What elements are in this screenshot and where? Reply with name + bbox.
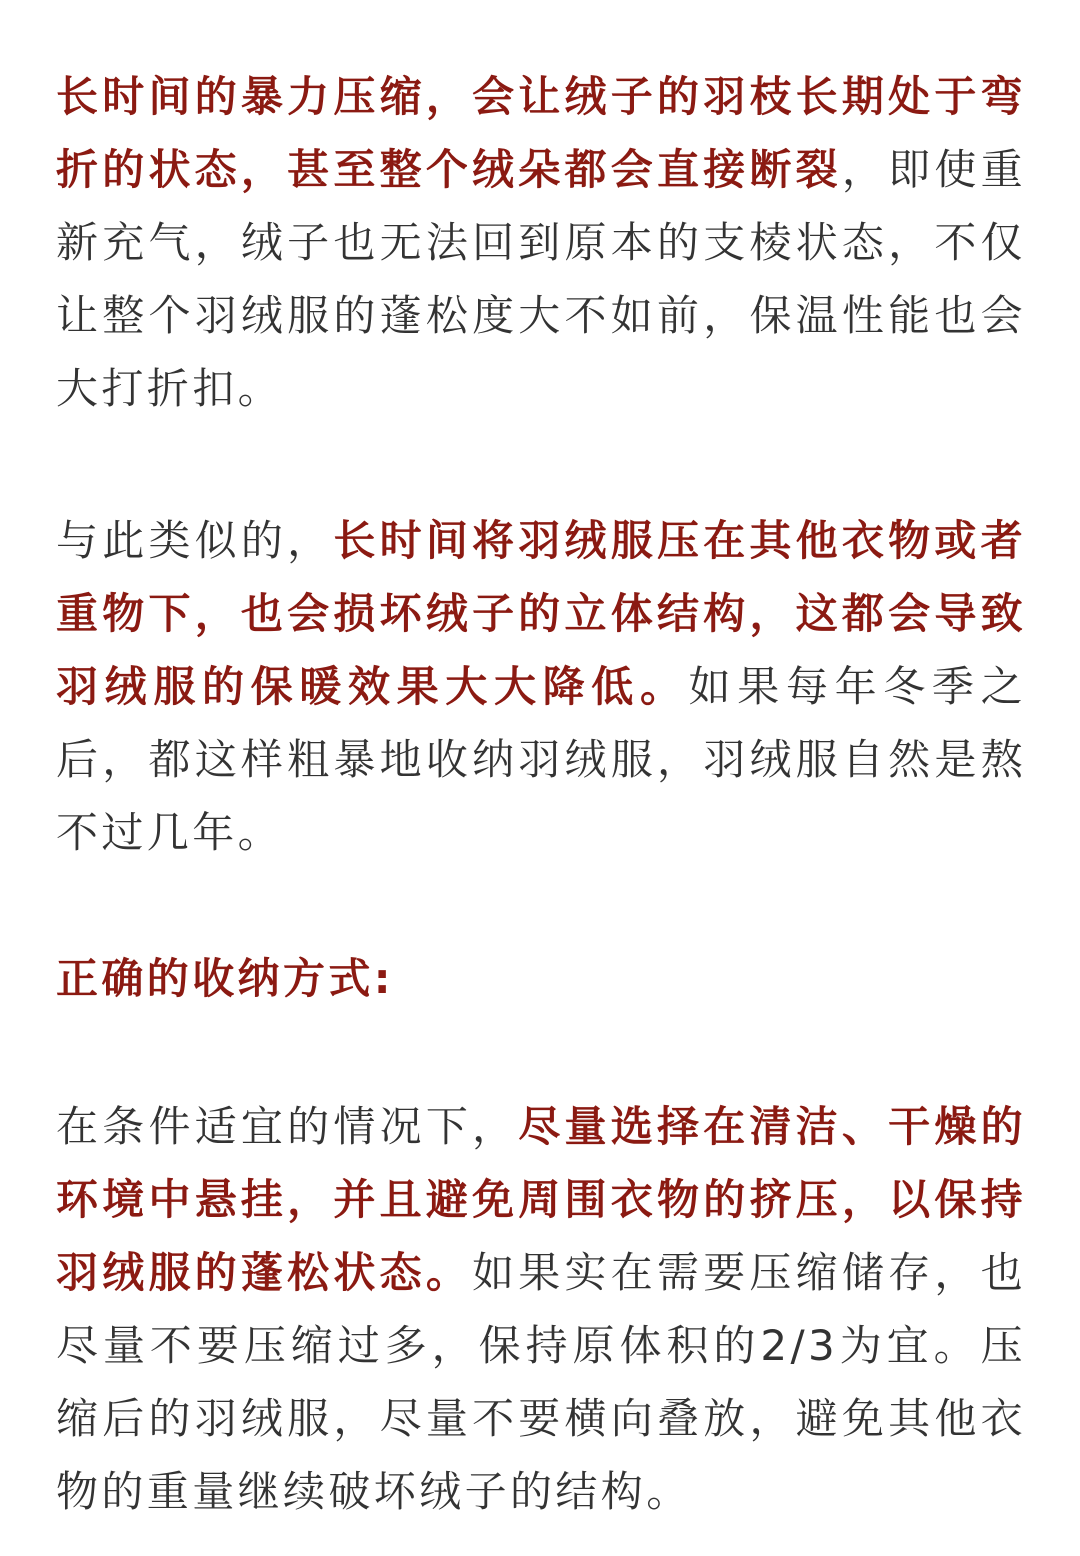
highlighted-text: 长时间将羽绒服压在其他衣物或者重物下，也会损坏绒子的立体结构，这都会导致羽绒服的保暖效果大大降低。 — [56, 516, 1026, 711]
paragraph-correct-storage — [56, 1090, 1026, 1528]
body-text: 如果每年冬季之后，都这样粗暴地收纳羽绒服，羽绒服自然是熬不过几年。 — [56, 662, 1026, 857]
body-text: ，即使重新充气，绒子也无法回到原本的支棱状态，不仅让整个羽绒服的蓬松度大不如前，保温性能也会大打折扣。 — [56, 145, 1026, 413]
body-text: 在条件适宜的情况下， — [56, 1102, 519, 1151]
section-heading — [56, 942, 1026, 1015]
body-text: 如果实在需要压缩储存，也尽量不要压缩过多，保持原体积的2/3为宜。压缩后的羽绒服，尽量不要横向叠放，避免其他衣物的重量继续破坏绒子的结构。 — [56, 1248, 1026, 1516]
highlighted-text: 长时间的暴力压缩，会让绒子的羽枝长期处于弯折的状态，甚至整个绒朵都会直接断裂 — [56, 72, 1026, 194]
highlighted-text: 尽量选择在清洁、干燥的环境中悬挂，并且避免周围衣物的挤压，以保持羽绒服的蓬松状态。 — [56, 1102, 1026, 1297]
paragraph-heavy-objects — [56, 504, 1026, 869]
paragraph-compression-damage — [56, 60, 1026, 425]
heading-text: 正确的收纳方式: — [56, 954, 394, 1003]
body-text: 与此类似的， — [56, 516, 334, 565]
